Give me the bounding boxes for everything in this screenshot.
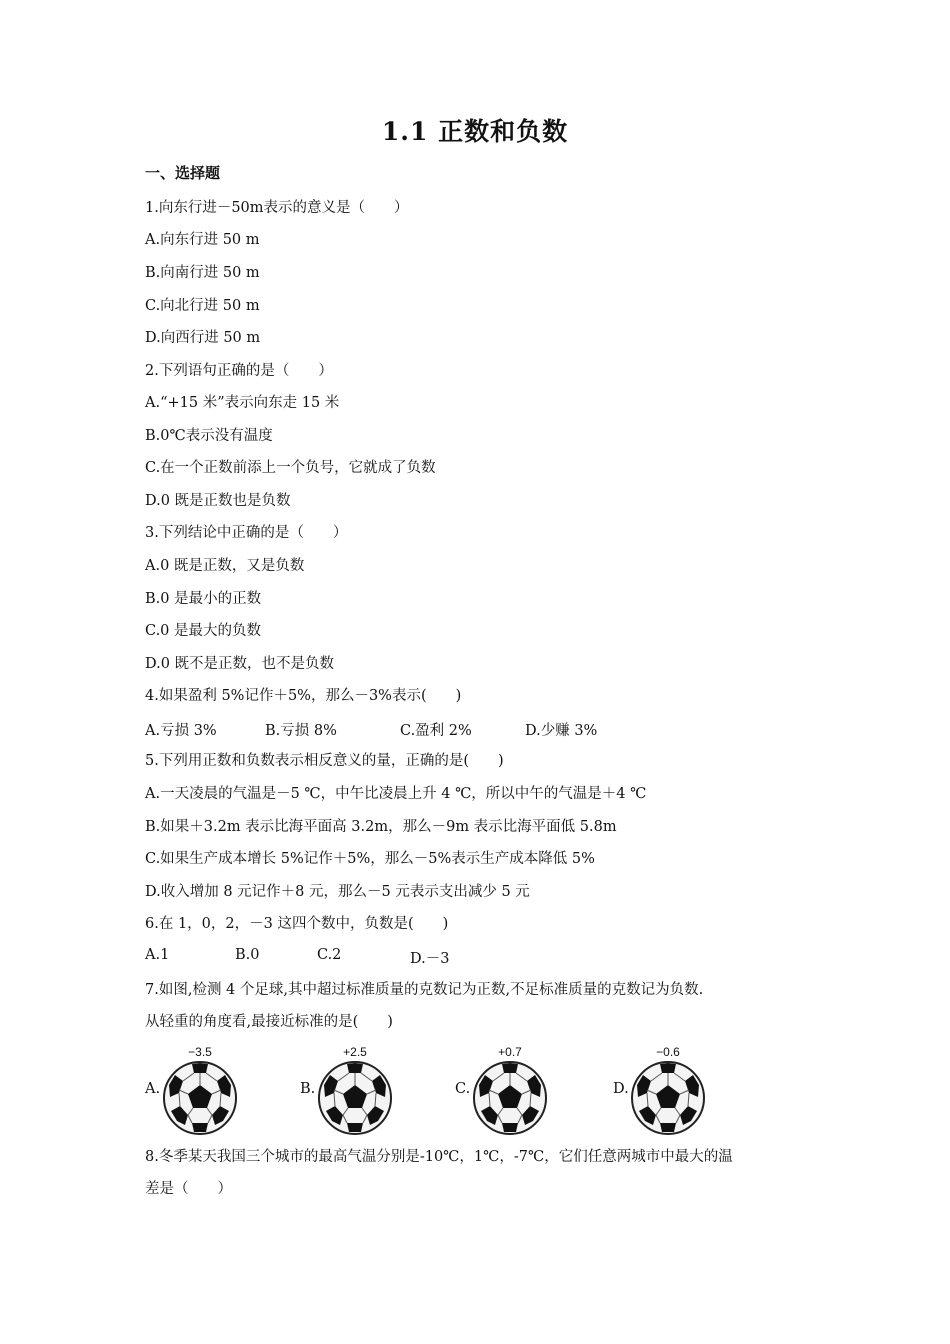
soccer-ball-icon — [629, 1059, 707, 1137]
question-3-stem: 3.下列结论中正确的是（ ） — [145, 525, 348, 541]
option-letter: B. — [300, 1081, 316, 1097]
question-4-stem: 4.如果盈利 5%记作＋5%，那么－3%表示( ) — [145, 688, 462, 704]
question-2-option-a: A.“+15 米”表示向东走 15 米 — [145, 395, 340, 411]
question-5-option-c: C.如果生产成本增长 5%记作＋5%，那么－5%表示生产成本降低 5% — [145, 851, 595, 867]
question-7-option-d — [613, 1043, 733, 1138]
question-8-stem-line-1: 8.冬季某天我国三个城市的最高气温分别是-10℃，1℃，-7℃，它们任意两城市中最大的温 — [145, 1149, 733, 1165]
ball-weight-label: −3.5 — [188, 1045, 212, 1059]
question-2-option-c: C.在一个正数前添上一个负号，它就成了负数 — [145, 460, 436, 476]
question-4-option-c: C.盈利 2% — [400, 723, 472, 739]
question-6-option-a: A.1 — [145, 947, 170, 963]
page-title: 1.1 正数和负数 — [381, 117, 569, 146]
question-1-option-c: C.向北行进 50 m — [145, 298, 260, 314]
question-4-options — [145, 719, 845, 739]
question-4-option-d: D.少赚 3% — [525, 723, 598, 739]
question-7-stem-line-1: 7.如图,检测 4 个足球,其中超过标准质量的克数记为正数,不足标准质量的克数记为负数. — [145, 982, 704, 998]
question-5-stem: 5.下列用正数和负数表示相反意义的量，正确的是( ) — [145, 753, 504, 769]
question-2-option-b: B.0℃表示没有温度 — [145, 428, 273, 444]
question-6-option-c: C.2 — [317, 947, 342, 963]
question-6-options — [145, 947, 845, 967]
question-7-option-a — [145, 1043, 265, 1138]
question-2-option-d: D.0 既是正数也是负数 — [145, 493, 291, 509]
question-3-option-b: B.0 是最小的正数 — [145, 591, 262, 607]
question-4-option-a: A.亏损 3% — [145, 723, 217, 739]
ball-weight-label: +0.7 — [498, 1045, 522, 1059]
question-6-option-b: B.0 — [235, 947, 260, 963]
question-8-stem-line-2: 差是（ ） — [145, 1181, 232, 1197]
question-4-option-b: B.亏损 8% — [265, 723, 337, 739]
ball-weight-label: −0.6 — [656, 1045, 680, 1059]
question-5-option-d: D.收入增加 8 元记作＋8 元，那么－5 元表示支出减少 5 元 — [145, 884, 530, 900]
question-6-option-d: D.－3 — [410, 951, 450, 967]
question-1-stem: 1.向东行进－50m表示的意义是（ ） — [145, 200, 409, 216]
question-5-option-a: A.一天凌晨的气温是－5 ℃，中午比凌晨上升 4 ℃，所以中午的气温是＋4 ℃ — [145, 786, 647, 802]
question-3-option-a: A.0 既是正数，又是负数 — [145, 558, 305, 574]
question-1-option-d: D.向西行进 50 m — [145, 330, 261, 346]
question-7-option-b — [300, 1043, 420, 1138]
question-5-option-b: B.如果＋3.2m 表示比海平面高 3.2m，那么－9m 表示比海平面低 5.8m — [145, 819, 617, 835]
question-7-options — [145, 1043, 845, 1138]
option-letter: D. — [613, 1081, 629, 1097]
soccer-ball-icon — [161, 1059, 239, 1137]
soccer-ball-icon — [316, 1059, 394, 1137]
question-1-option-a: A.向东行进 50 m — [145, 232, 260, 248]
option-letter: C. — [455, 1081, 471, 1097]
section-heading: 一、选择题 — [145, 164, 221, 182]
question-7-stem-line-2: 从轻重的角度看,最接近标准的是( ) — [145, 1014, 393, 1030]
question-6-stem: 6.在 1，0，2，－3 这四个数中，负数是( ) — [145, 916, 449, 932]
ball-weight-label: +2.5 — [343, 1045, 367, 1059]
option-letter: A. — [145, 1081, 161, 1097]
question-7-option-c — [455, 1043, 575, 1138]
question-3-option-d: D.0 既不是正数，也不是负数 — [145, 656, 335, 672]
soccer-ball-icon — [471, 1059, 549, 1137]
question-3-option-c: C.0 是最大的负数 — [145, 623, 262, 639]
question-1-option-b: B.向南行进 50 m — [145, 265, 260, 281]
question-2-stem: 2.下列语句正确的是（ ） — [145, 363, 333, 379]
